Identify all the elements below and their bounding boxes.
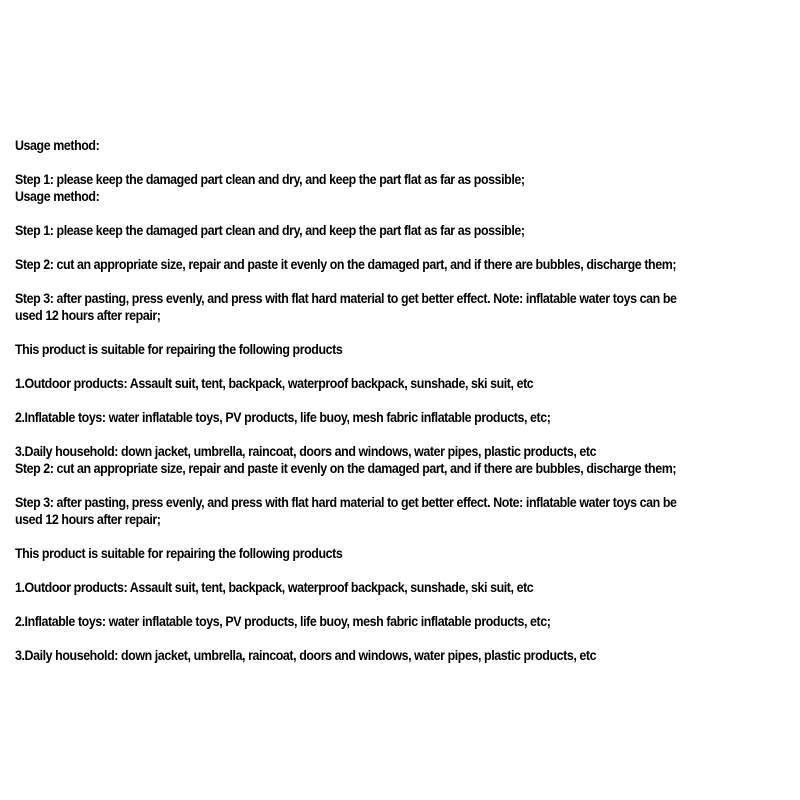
blank-line [15,562,723,579]
usage-instructions-text [15,137,723,664]
outdoor-products-item: 1.Outdoor products: Assault suit, tent, backpack, waterproof backpack, sunshade, ski suit, etc [15,376,534,391]
usage-method-heading: Usage method: [15,138,100,153]
step-3-text-line-1: Step 3: after pasting, press evenly, and press with flat hard material to get better effect. Note: inflatable water toys can be [15,495,677,510]
inflatable-toys-item: 2.Inflatable toys: water inflatable toys, PV products, life buoy, mesh fabric inflatable products, etc; [15,410,551,425]
step-1-text: Step 1: please keep the damaged part clean and dry, and keep the part flat as far as possible; [15,172,525,187]
step-3-text-line-2: used 12 hours after repair; [15,512,161,527]
daily-household-item: 3.Daily household: down jacket, umbrella, raincoat, doors and windows, water pipes, plastic products, etc [15,648,597,663]
suitable-products-intro: This product is suitable for repairing the following products [15,342,343,357]
step-1-text: Step 1: please keep the damaged part clean and dry, and keep the part flat as far as possible; [15,223,525,238]
step-2-text: Step 2: cut an appropriate size, repair and paste it evenly on the damaged part, and if there are bubbles, discharge them; [15,257,677,272]
blank-line [15,630,723,647]
step-3-text-line-1: Step 3: after pasting, press evenly, and press with flat hard material to get better effect. Note: inflatable water toys can be [15,291,677,306]
blank-line [15,477,723,494]
blank-line [15,596,723,613]
step-3-text-line-2: used 12 hours after repair; [15,308,161,323]
outdoor-products-item: 1.Outdoor products: Assault suit, tent, backpack, waterproof backpack, sunshade, ski suit, etc [15,580,534,595]
daily-household-item: 3.Daily household: down jacket, umbrella, raincoat, doors and windows, water pipes, plastic products, etc [15,444,597,459]
blank-line [15,205,723,222]
blank-line [15,324,723,341]
blank-line [15,426,723,443]
usage-method-heading: Usage method: [15,189,100,204]
blank-line [15,358,723,375]
inflatable-toys-item: 2.Inflatable toys: water inflatable toys, PV products, life buoy, mesh fabric inflatable products, etc; [15,614,551,629]
blank-line [15,154,723,171]
blank-line [15,273,723,290]
suitable-products-intro: This product is suitable for repairing the following products [15,546,343,561]
step-2-text: Step 2: cut an appropriate size, repair and paste it evenly on the damaged part, and if there are bubbles, discharge them; [15,461,677,476]
blank-line [15,392,723,409]
blank-line [15,528,723,545]
blank-line [15,239,723,256]
